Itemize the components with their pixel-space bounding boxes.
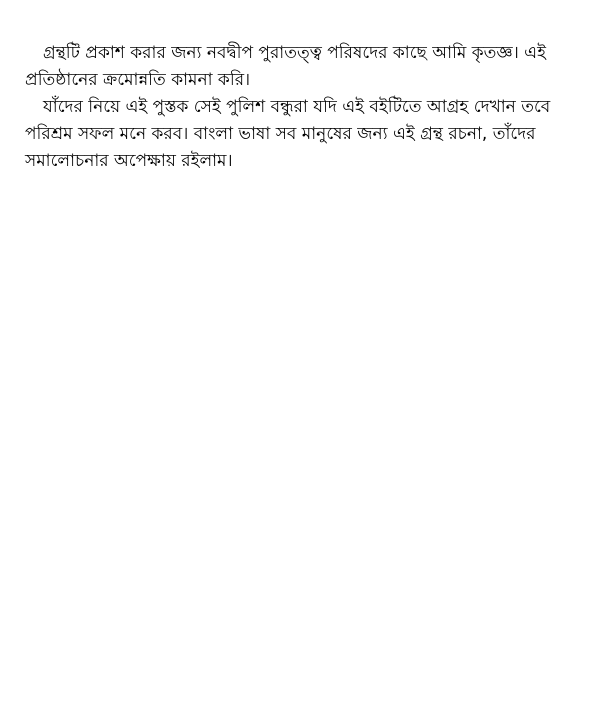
text-line: প্রতিষ্ঠানের ক্রমোন্নতি কামনা করি। — [25, 70, 251, 90]
paragraph-acknowledgement — [25, 40, 585, 94]
text-line: পরিশ্রম সফল মনে করব। বাংলা ভাষা সব মানুষের জন্য এই গ্রন্থ রচনা, তাঁদের — [25, 124, 536, 144]
text-line: সমালোচনার অপেক্ষায় রইলাম। — [25, 151, 233, 171]
body-text — [25, 40, 585, 175]
paragraph-hope — [25, 94, 585, 175]
text-line: গ্রন্থটি প্রকাশ করার জন্য নবদ্বীপ পুরাতত্ত্ব পরিষদের কাছে আমি কৃতজ্ঞ। এই — [43, 43, 546, 63]
text-line: যাঁদের নিয়ে এই পুস্তক সেই পুলিশ বন্ধুরা যদি এই বইটিতে আগ্রহ দেখান তবে — [43, 97, 551, 117]
